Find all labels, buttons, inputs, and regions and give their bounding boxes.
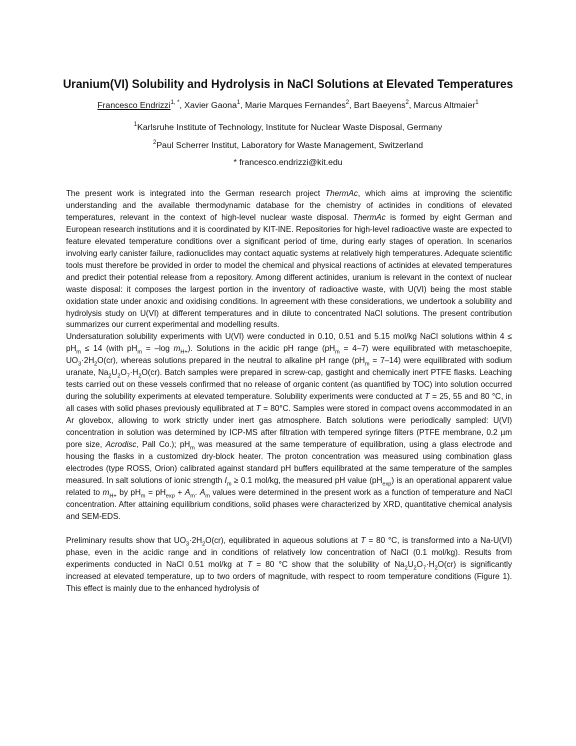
affiliation-1: $^1$Karlsruhe Institute of Technology, Institute for Nuclear Waste Disposal, Germany: [133, 122, 443, 132]
abstract-paragraph: Undersaturation solubility experiments with U(VI) were conducted in 0.10, 0.51 and 5.15 mol/kg NaCl solutions within $4 \le pH_m \le 14$ (with $pH_m = -\log$ $m_{H+}$). Solutions in the acidic pH range $(pH_m = 4-7)$ were equilibrated with metaschoepite, $UO_3\cdot 2H_2O(cr)$, whereas solutions prepared in the neutral to alkaline pH range $(pH_m = 7-14)$ were equilibrated with sodium uranate, $Na_2U_2O_7\cdot H_2O(cr)$. Batch samples were prepared in screw-cap, gastight and chemically inert PTFE flasks. Leaching tests carried out on these vessels confirmed that no release of organic content (as quantified by TOC) into solution occurred during the solubility experiments at elevated temperature. Solubility experiments were conducted at T = 25, 55 and 80 °C, in all cases with solid phases previously equilibrated at T = 80°C. Samples were stored in compact ovens accommodated in an Ar glovebox, allowing to work strictly under inert gas atmosphere. Batch solutions were periodically sampled: U(VI) concentration in solution was determined by ICP-MS after filtration with tempered syringe filters (PTFE membrane, 0.2 µm pore size, Acrodisc, Pall Co.); $pH_m$ was measured at the same temperature of equilibration, using a glass electrode and housing the flasks in a customized dry-block heater. The proton concentration was measured using combination glass electrodes (type ROSS, Orion) calibrated against standard pH buffers equilibrated at the same temperature of the samples measured. In salt solutions of ionic strength $I_m \ge 0.1$ mol/kg, the measured pH value $(pH_{exp})$ is an operational apparent value related to $m_{H+}$ by $pH_m = pH_{exp} + A_m$. $A_m$ values were determined in the present work as a function of temperature and NaCl concentration. After attaining equilibrium conditions, solid phases were characterized by XRD, quantitative chemical analysis and SEM-EDS.: [66, 332, 513, 521]
author-marker: 2: [405, 100, 409, 107]
author: Marie Marques Fernandes: [244, 100, 346, 110]
author: Xavier Gaona: [184, 100, 237, 110]
author-marker: 2: [345, 100, 350, 107]
author-separator: ,: [408, 100, 414, 110]
author-separator: ,: [240, 100, 245, 110]
presenting-author: Francesco Endrizzi: [97, 100, 171, 110]
author-separator: ,: [179, 100, 185, 110]
author-marker: 1: [236, 100, 241, 107]
abstract-body: [66, 188, 512, 594]
author-list: [40, 100, 536, 110]
affiliation-2: $^2$Paul Scherrer Institut, Laboratory for Waste Management, Switzerland: [152, 140, 424, 150]
abstract-paragraph: The present work is integrated into the German research project ThermAc, which aims at improving the scientific understanding and the available thermodynamic database for the chemistry of actinides in conditions of elevated temperatures, relevant in the context of high-level nuclear waste disposal. ThermAc is formed by eight German and European research institutions and it is coordinated by KIT-INE. Repositories for high-level radioactive waste are expected to feature elevated temperature conditions over a significant period of time, during early stages of operation. In scenarios involving early canister failure, radionuclides may contact aquatic systems at relatively high temperatures. Adequate scientific tools must therefore be provided in order to model the chemical and physical reactions of actinides at elevated temperatures and predict their potential release from a repository. Among different actinides, uranium is relevant in the context of nuclear waste disposal: it composes the largest portion in the inventory of radioactive waste, with U(VI) being the most stable oxidation state under anoxic and oxidising conditions. In agreement with these considerations, we undertook a solubility and hydrolysis study on U(VI) at different temperatures and in dilute to concentrated NaCl solutions. The present contribution summarizes our current experimental and modelling results.: [66, 189, 513, 330]
paper-title: Uranium(VI) Solubility and Hydrolysis in NaCl Solutions at Elevated Temperatures: [62, 78, 514, 91]
author: Bart Baeyens: [353, 100, 406, 110]
abstract-paragraph: Preliminary results show that $UO_3\cdot 2H_2O(cr)$, equilibrated in aqueous solutions at T = 80 °C, is transformed into a Na-U(VI) phase, even in the acidic range and in conditions of relatively low concentration of NaCl (0.1 mol/kg). Results from experiments conducted in NaCl 0.51 mol/kg at T = 80 °C show that the solubility of $Na_2U_2O_7\cdot H_2O(cr)$ is significantly increased at elevated temperature, up to two orders of magnitude, with respect to room temperature conditions (Figure 1). This effect is mainly due to the enhanced hydrolysis of: [66, 535, 513, 593]
author-marker: 1, *: [170, 100, 180, 107]
contact-email: * francesco.endrizzi@kit.edu: [233, 157, 343, 167]
author-marker: 1: [475, 100, 479, 107]
author-separator: ,: [349, 100, 354, 110]
author: Marcus Altmaier: [413, 100, 476, 110]
